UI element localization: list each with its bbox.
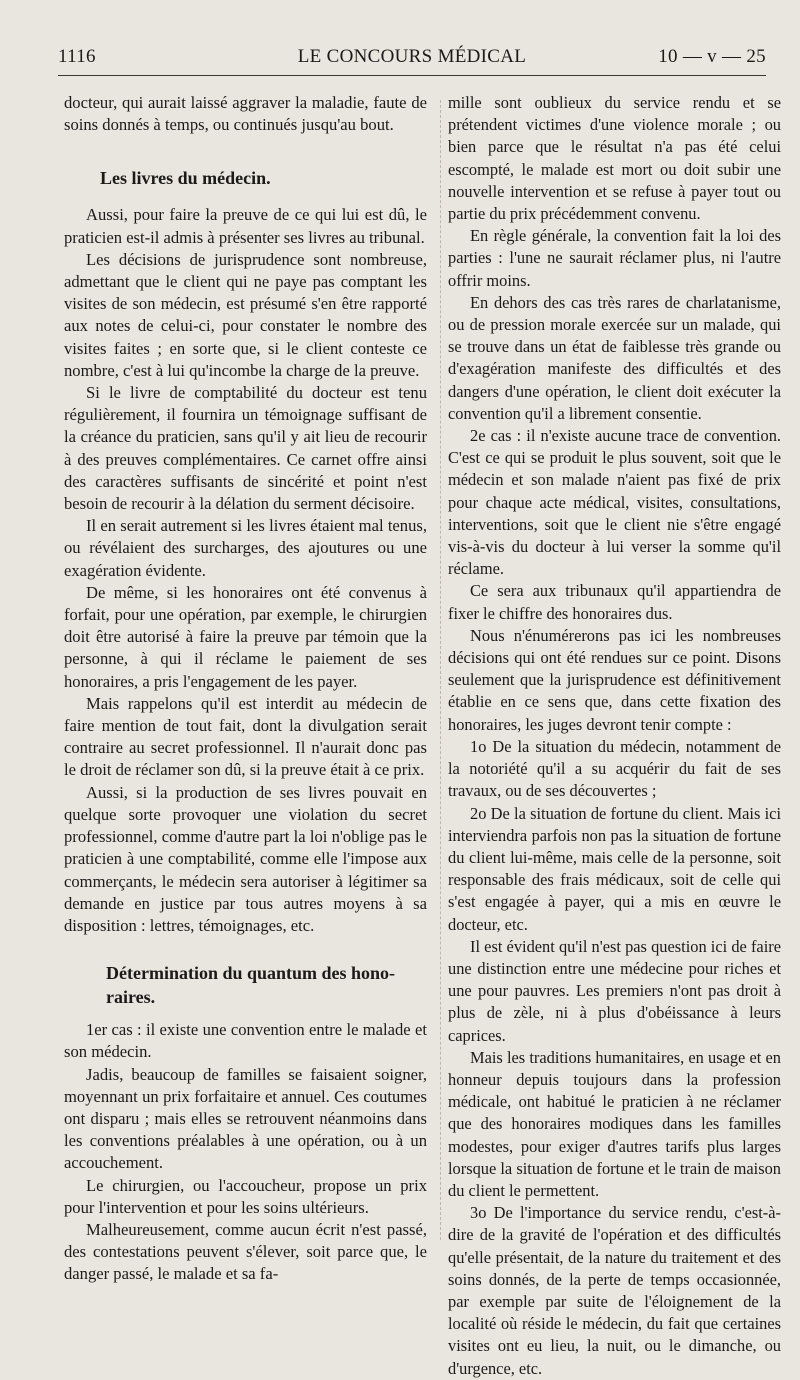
paragraph: En règle générale, la convention fait la loi des parties : l'une ne saurait réclamer plus, ni l'autre offrir moins. (448, 226, 781, 290)
paragraph: 2e cas : il n'existe aucune trace de convention. C'est ce qui se produit le plus souvent, soit que le médecin et son malade n'aient pas fixé de prix pour chaque acte médical, visites, consultations, interventions, soit que le client nie s'être engagé vis-à-vis du docteur à lui verser la somme qu'il réclame. (448, 426, 781, 579)
paragraph: Le chirurgien, ou l'accoucheur, propose un prix pour l'intervention et pour les soins ultérieurs. (64, 1175, 427, 1217)
left-column (64, 92, 427, 1286)
paragraph: Malheureusement, comme aucun écrit n'est passé, des contestations peuvent s'élever, soit parce que, le danger passé, le malade et sa fa- (64, 1219, 427, 1284)
section-heading-livres: Les livres du médecin. (100, 168, 271, 189)
paragraph: Si le livre de comptabilité du docteur est tenu régulièrement, il fournira un témoignage suffisant de la créance du praticien, sans qu'il y ait lieu de recourir à des preuves complémentaires. Ce carnet offre ainsi des caractères suffisants de sincérité et point n'est besoin de recourir à la délation du serment décisoire. (64, 383, 427, 514)
heading-line: Détermination du quantum des hono- (106, 963, 396, 984)
column-separator (440, 100, 442, 1240)
journal-title: LE CONCOURS MÉDICAL (297, 46, 527, 67)
heading-line: raires. (106, 987, 156, 1008)
paragraph: 1o De la situation du médecin, notamment de la notoriété qu'il a su acquérir du fait de ses travaux, ou de ses découvertes ; (448, 736, 781, 801)
paragraph: 1er cas : il existe une convention entre le malade et son médecin. (64, 1020, 427, 1062)
paragraph: Nous n'énumérerons pas ici les nombreuses décisions qui ont été rendues sur ce point. Disons seulement que la jurisprudence est définitivement établie en ce sens que, dans cette fixation des honoraires, les juges devront tenir compte : (448, 625, 781, 734)
paragraph: Aussi, si la production de ses livres pouvait en quelque sorte provoquer une violation du secret professionnel, comme d'autre part la loi n'oblige pas le praticien à une comptabilité, comme elle l'impose aux commerçants, le médecin sera autoriser à légitimer sa demande en justice par tous autres moyens à sa disposition : lettres, témoignages, etc. (64, 782, 427, 935)
right-column (448, 92, 781, 1380)
page-header (58, 46, 766, 76)
paragraph: Jadis, beaucoup de familles se faisaient soigner, moyennant un prix forfaitaire et annuel. Ces coutumes ont disparu ; mais elles se retrouvent néanmoins dans les conventions préalables à une opération, ou à un accouchement. (64, 1064, 427, 1173)
issue-date: 10 — v — 25 (658, 46, 766, 67)
paragraph: docteur, qui aurait laissé aggraver la maladie, faute de soins donnés à temps, ou continués jusqu'au bout. (64, 93, 427, 135)
paragraph: Les décisions de jurisprudence sont nombreuse, admettant que le client qui ne paye pas comptant les visites de son médecin, est présumé s'en être rapporté aux notes de celui-ci, pour constater le nombre des visites faites ; en sorte que, si le client conteste ce nombre, c'est à lui qu'incombe la charge de la preuve. (64, 249, 427, 380)
paragraph: Il est évident qu'il n'est pas question ici de faire une distinction entre une médecine pour riches et une pour pauvres. Les premiers n'ont pas droit à plus de zèle, ni à plus d'obéissance à leurs caprices. (448, 936, 781, 1045)
paragraph: De même, si les honoraires ont été convenus à forfait, pour une opération, par exemple, le chirurgien doit être autorisé à faire la preuve par témoin que la personne, à qui il réclame le paiement de ses honoraires, a pris l'engagement de les payer. (64, 582, 427, 691)
paragraph: mille sont oublieux du service rendu et se prétendent victimes d'une violence morale ; ou bien parce que le résultat n'a pas été celui escompté, le malade est mort ou doit subir une nouvelle intervention et se refuse à payer tout ou partie du prix précédemment convenu. (448, 93, 781, 224)
paragraph: En dehors des cas très rares de charlatanisme, ou de pression morale exercée sur un malade, qui se trouve dans un état de faiblesse très grande ou d'exagération manifeste des difficultés et des dangers d'une opération, le client doit exécuter la convention qu'il a librement consentie. (448, 292, 781, 423)
paragraph: Aussi, pour faire la preuve de ce qui lui est dû, le praticien est-il admis à présenter ses livres au tribunal. (64, 205, 427, 247)
section-heading-quantum (64, 961, 427, 1009)
paragraph: 3o De l'importance du service rendu, c'est-à-dire de la gravité de l'opération et des difficultés qu'elle présentait, de la nature du traitement et des soins donnés, de la perte de temps occasionnée, par exemple par suite de l'éloignement de la localité où réside le médecin, du fait que certaines visites ont eu lieu, la nuit, ou le dimanche, ou d'urgence, etc. (448, 1203, 781, 1378)
paragraph: Mais rappelons qu'il est interdit au médecin de faire mention de tout fait, dont la divulgation serait contraire au secret professionnel. Il n'aurait donc pas le droit de réclamer son dû, si la preuve était à ce prix. (64, 693, 427, 780)
header-rule (58, 75, 766, 76)
paragraph: Ce sera aux tribunaux qu'il appartiendra de fixer le chiffre des honoraires dus. (448, 581, 781, 623)
page-number: 1116 (58, 46, 96, 67)
paragraph: Il en serait autrement si les livres étaient mal tenus, ou révélaient des surcharges, des ajoutures ou une exagération évidente. (64, 516, 427, 580)
paragraph: Mais les traditions humanitaires, en usage et en honneur depuis toujours dans la profession médicale, ont habitué le praticien à ne réclamer que des honoraires modiques dans les familles modestes, pour exiger d'autres tarifs plus larges lorsque la situation de fortune et le train de maison du client le permettent. (448, 1047, 781, 1200)
paragraph: 2o De la situation de fortune du client. Mais ici interviendra parfois non pas la situation de fortune du client lui-même, mais celle de la personne, soit responsable des frais médicaux, soit de celle qui s'est engagée à payer, qui a mis en œuvre le docteur, etc. (448, 803, 781, 934)
